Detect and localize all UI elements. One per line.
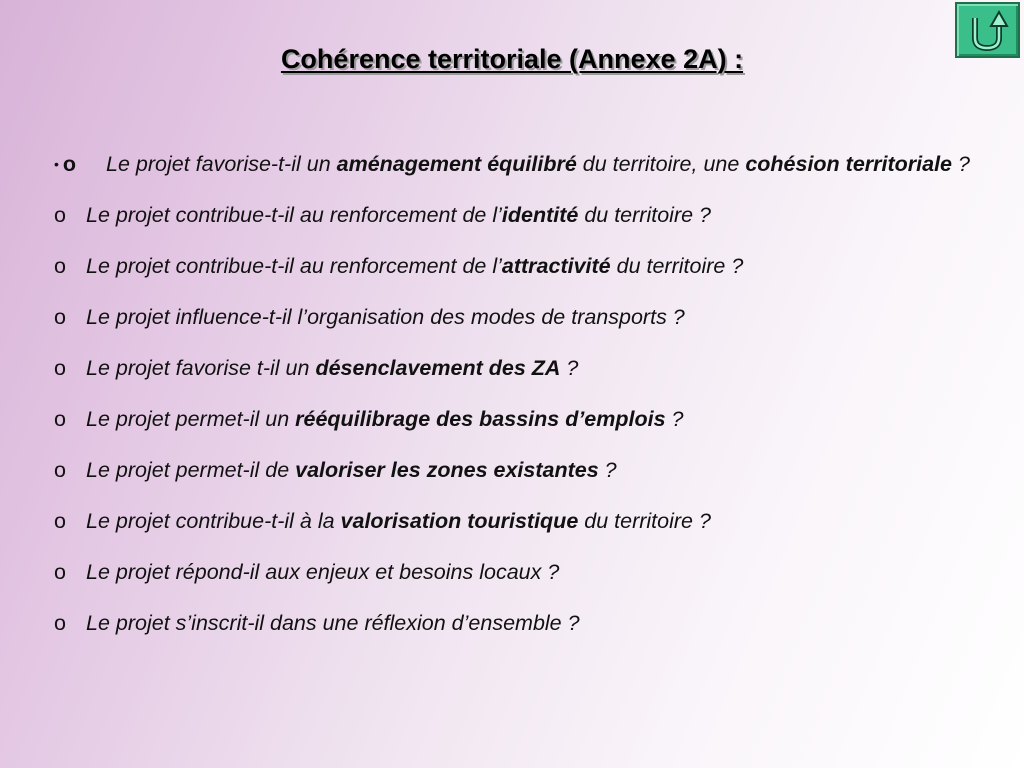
list-item: o Le projet contribue-t-il au renforcement de l’attractivité du territoire ? (54, 250, 974, 283)
list-item: o Le projet répond-il aux enjeux et besoins locaux ? (54, 556, 974, 589)
list-bullet: o (54, 305, 66, 329)
list-item: o Le projet contribue-t-il au renforcement de l’identité du territoire ? (54, 199, 974, 232)
question-list (54, 148, 974, 658)
list-bullet: o (54, 254, 66, 278)
list-bullet: o (54, 356, 66, 380)
back-button[interactable] (955, 2, 1020, 58)
list-bullet: o (54, 203, 66, 227)
list-item: o Le projet s’inscrit-il dans une réflexion d’ensemble ? (54, 607, 974, 640)
list-bullet: o (54, 560, 66, 584)
list-bullet: o (54, 509, 66, 533)
list-item: • o Le projet favorise-t-il un aménagement équilibré du territoire, une cohésion territoriale ? (54, 148, 974, 181)
return-arrow-icon (957, 4, 1018, 56)
list-bullet: o (54, 407, 66, 431)
list-bullet: • o (54, 152, 77, 176)
list-item: o Le projet permet-il un rééquilibrage des bassins d’emplois ? (54, 403, 974, 436)
list-bullet: o (54, 458, 66, 482)
list-item: o Le projet contribue-t-il à la valorisation touristique du territoire ? (54, 505, 974, 538)
list-item: o Le projet influence-t-il l’organisation des modes de transports ? (54, 301, 974, 334)
list-bullet: o (54, 611, 66, 635)
slide-title: Cohérence territoriale (Annexe 2A) : (280, 44, 744, 74)
list-item: o Le projet favorise t-il un désenclavement des ZA ? (54, 352, 974, 385)
list-item: o Le projet permet-il de valoriser les zones existantes ? (54, 454, 974, 487)
